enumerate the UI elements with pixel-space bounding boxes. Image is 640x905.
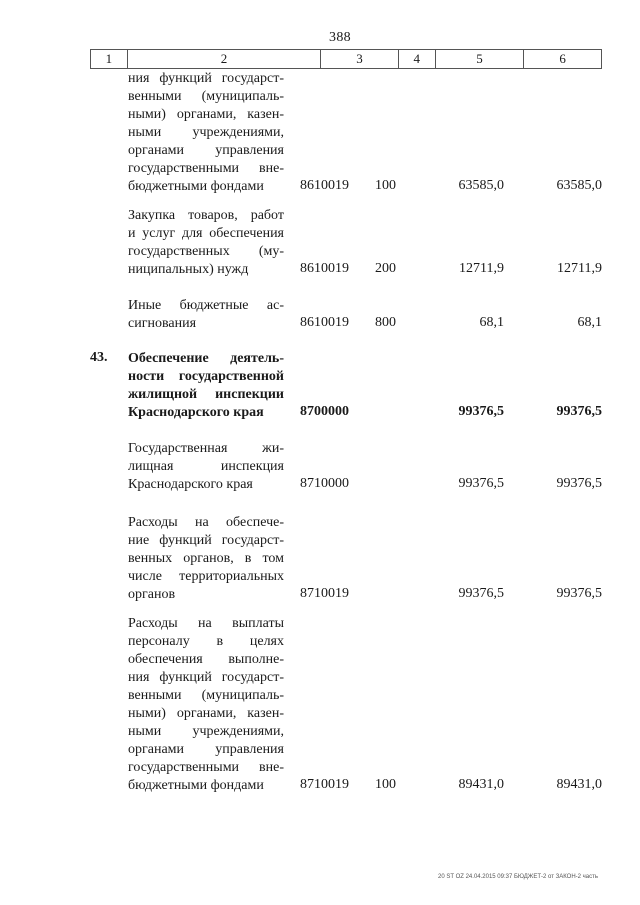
row-description xyxy=(128,615,284,795)
description-line: ными) органами, казен- xyxy=(128,107,284,122)
header-col-4: 4 xyxy=(399,50,436,68)
row-expense-type: 800 xyxy=(375,315,396,330)
header-col-5: 5 xyxy=(436,50,525,68)
description-line: персоналу в целях xyxy=(128,634,284,649)
table-header-row xyxy=(90,49,602,69)
row-value-col6: 63585,0 xyxy=(556,178,602,193)
description-line: органами управления xyxy=(128,742,284,757)
row-value-col5: 99376,5 xyxy=(458,404,504,419)
row-code: 8610019 xyxy=(300,178,349,193)
footer-stamp: 20 ST OZ 24.04.2015 09:37 БЮДЖЕТ-2 от ЗАКОН-2 часть xyxy=(438,874,598,880)
row-expense-type: 200 xyxy=(375,261,396,276)
description-line: государственными вне- xyxy=(128,760,284,775)
description-line: ния функций государст- xyxy=(128,71,284,86)
row-value-col6: 89431,0 xyxy=(556,777,602,792)
description-line: венными (муниципаль- xyxy=(128,89,284,104)
description-line: ниципальных) нужд xyxy=(128,262,249,277)
description-line: ными) органами, казен- xyxy=(128,706,284,721)
description-line: лищная инспекция xyxy=(128,459,284,474)
description-line: органами управления xyxy=(128,143,284,158)
description-line: Иные бюджетные ас- xyxy=(128,298,284,313)
description-line: государственными вне- xyxy=(128,161,284,176)
row-description xyxy=(128,350,284,422)
row-code: 8710019 xyxy=(300,586,349,601)
row-value-col6: 99376,5 xyxy=(556,404,602,419)
header-col-6: 6 xyxy=(559,51,566,66)
row-value-col6: 68,1 xyxy=(577,315,602,330)
description-line: обеспечения выполне- xyxy=(128,652,284,667)
row-description xyxy=(128,514,284,604)
row-value-col6: 99376,5 xyxy=(556,476,602,491)
row-code: 8700000 xyxy=(300,404,349,419)
row-value-col5: 89431,0 xyxy=(458,777,504,792)
description-line: ными учреждениями, xyxy=(128,125,284,140)
row-value-col6: 12711,9 xyxy=(557,261,602,276)
row-value-col5: 68,1 xyxy=(479,315,504,330)
description-line: ности государственной xyxy=(128,369,284,384)
description-line: государственных (му- xyxy=(128,244,284,259)
description-line: Обеспечение деятель- xyxy=(128,351,284,366)
description-line: ние функций государст- xyxy=(128,533,284,548)
row-value-col5: 63585,0 xyxy=(458,178,504,193)
description-line: Расходы на обеспече- xyxy=(128,515,284,530)
description-line: Краснодарского края xyxy=(128,477,253,492)
row-value-col5: 99376,5 xyxy=(458,476,504,491)
description-line: Расходы на выплаты xyxy=(128,616,284,631)
header-col-2: 2 xyxy=(128,50,321,68)
row-description xyxy=(128,440,284,494)
row-code: 8610019 xyxy=(300,315,349,330)
row-expense-type: 100 xyxy=(375,178,396,193)
description-line: и услуг для обеспечения xyxy=(128,226,284,241)
description-line: бюджетными фондами xyxy=(128,778,264,793)
row-description xyxy=(128,207,284,279)
description-line: Закупка товаров, работ xyxy=(128,208,284,223)
row-value-col5: 99376,5 xyxy=(458,586,504,601)
description-line: числе территориальных xyxy=(128,569,284,584)
description-line: венных органов, в том xyxy=(128,551,284,566)
description-line: ния функций государст- xyxy=(128,670,284,685)
header-col-1: 1 xyxy=(91,50,128,68)
row-value-col5: 12711,9 xyxy=(459,261,504,276)
description-line: жилищной инспекции xyxy=(128,387,284,402)
row-number: 43. xyxy=(90,350,108,365)
description-line: венными (муниципаль- xyxy=(128,688,284,703)
row-expense-type: 100 xyxy=(375,777,396,792)
page-number: 388 xyxy=(329,30,351,45)
description-line: ными учреждениями, xyxy=(128,724,284,739)
header-col-3: 3 xyxy=(321,50,399,68)
row-code: 8710019 xyxy=(300,777,349,792)
description-line: органов xyxy=(128,587,176,602)
row-value-col6: 99376,5 xyxy=(556,586,602,601)
row-description xyxy=(128,297,284,333)
description-line: сигнования xyxy=(128,316,197,331)
row-code: 8610019 xyxy=(300,261,349,276)
row-description xyxy=(128,70,284,196)
row-code: 8710000 xyxy=(300,476,349,491)
description-line: Государственная жи- xyxy=(128,441,284,456)
description-line: Краснодарского края xyxy=(128,405,264,420)
description-line: бюджетными фондами xyxy=(128,179,264,194)
